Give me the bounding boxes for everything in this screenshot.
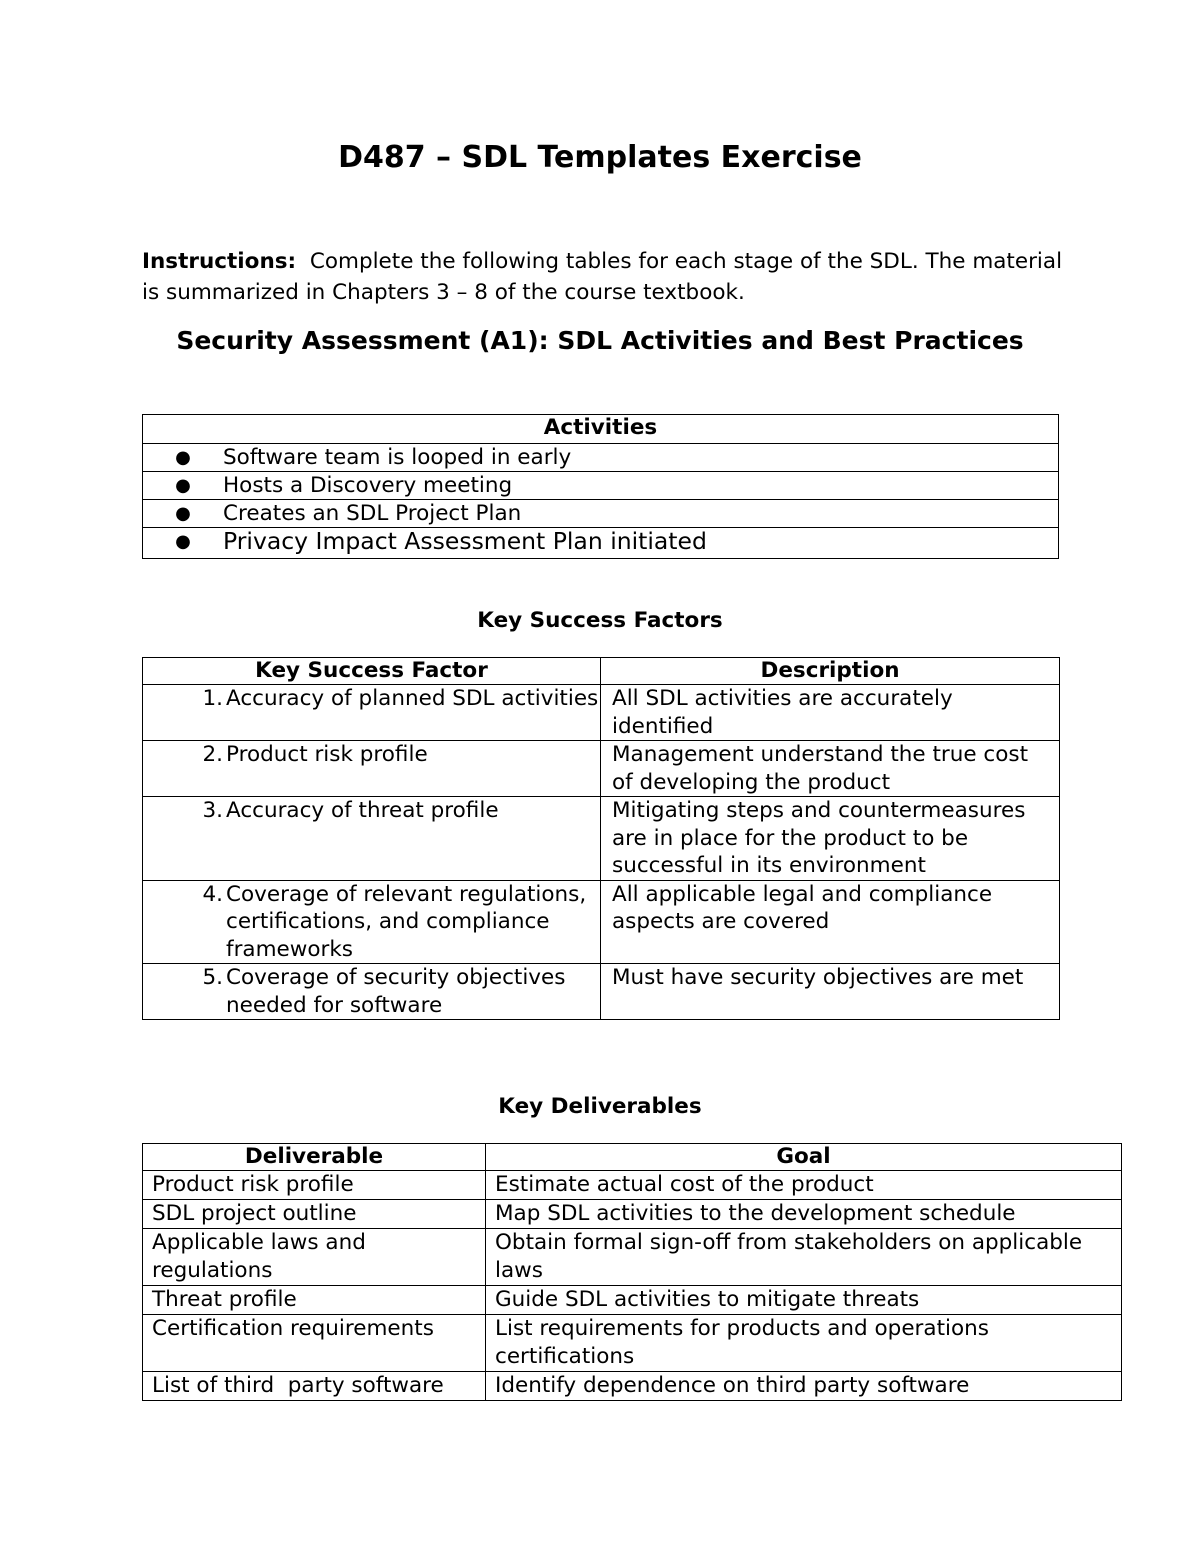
activity-item: ● Privacy Impact Assessment Plan initiated xyxy=(143,528,1058,555)
activity-item: ● Creates an SDL Project Plan xyxy=(143,500,1058,527)
activities-table xyxy=(142,414,1059,559)
bullet-icon: ● xyxy=(175,447,191,468)
key-success-factors-table xyxy=(142,657,1060,1020)
col-header-deliverable: Deliverable xyxy=(143,1144,486,1171)
table-row: Applicable laws and regulations Obtain formal sign-off from stakeholders on applicable laws xyxy=(143,1229,1122,1286)
table-row: Product risk profile Estimate actual cost of the product xyxy=(143,1171,1122,1200)
col-header-description: Description xyxy=(601,658,1060,685)
instructions-label: Instructions: xyxy=(142,249,297,274)
table-row: 3. Accuracy of threat profile Mitigating steps and countermeasures are in place for the product to be successful in its environment xyxy=(143,797,1060,881)
bullet-icon: ● xyxy=(175,531,191,552)
table-row: 2. Product risk profile Management understand the true cost of developing the product xyxy=(143,741,1060,797)
table-row: List of third party software Identify dependence on third party software xyxy=(143,1372,1122,1401)
key-success-factors-heading: Key Success Factors xyxy=(477,608,723,633)
table-row: Threat profile Guide SDL activities to mitigate threats xyxy=(143,1286,1122,1315)
document-title: D487 – SDL Templates Exercise xyxy=(338,140,862,175)
activity-item: ● Software team is looped in early xyxy=(143,444,1058,471)
col-header-goal: Goal xyxy=(486,1144,1122,1171)
table-row: 4. Coverage of relevant regulations, certifications, and compliance frameworks All applicable legal and compliance aspects are covered xyxy=(143,880,1060,964)
table-row: Certification requirements List requirements for products and operations certifications xyxy=(143,1315,1122,1372)
table-row: 1. Accuracy of planned SDL activities All SDL activities are accurately identified xyxy=(143,685,1060,741)
section-heading: Security Assessment (A1): SDL Activities and Best Practices xyxy=(176,326,1024,355)
bullet-icon: ● xyxy=(175,475,191,496)
key-deliverables-table xyxy=(142,1143,1122,1401)
activity-item: ● Hosts a Discovery meeting xyxy=(143,472,1058,499)
col-header-factor: Key Success Factor xyxy=(143,658,601,685)
table-row: SDL project outline Map SDL activities to the development schedule xyxy=(143,1200,1122,1229)
instructions xyxy=(142,246,1072,308)
bullet-icon: ● xyxy=(175,503,191,524)
instructions-text: Complete the following tables for each stage of the SDL. The material is summarized in Chapters 3 – 8 of the course textbook. xyxy=(142,249,1063,305)
key-deliverables-heading: Key Deliverables xyxy=(498,1094,702,1119)
activities-header: Activities xyxy=(143,415,1059,444)
table-row: 5. Coverage of security objectives needed for software Must have security objectives are met xyxy=(143,964,1060,1020)
